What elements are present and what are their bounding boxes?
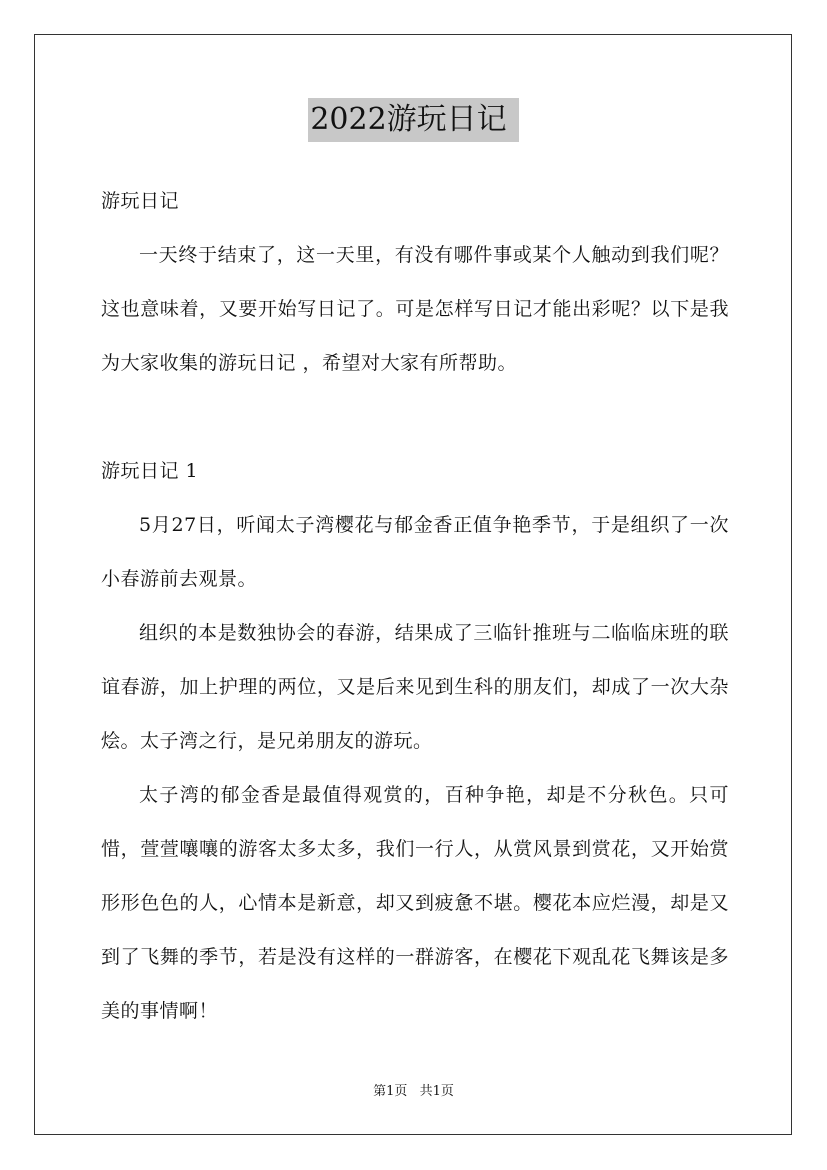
- body-paragraph: 5月27日，听闻太子湾樱花与郁金香正值争艳季节，于是组织了一次小春游前去观景。: [101, 514, 729, 590]
- page-total-label: 共1页: [419, 1084, 454, 1099]
- document-body: [101, 174, 729, 1038]
- body-paragraph: 组织的本是数独协会的春游，结果成了三临针推班与二临临床班的联谊春游，加上护理的两位，又是后来见到生科的朋友们，却成了一次大杂烩。太子湾之行，是兄弟朋友的游玩。: [101, 622, 729, 752]
- body-paragraph: 太子湾的郁金香是最值得观赏的，百种争艳，却是不分秋色。只可惜，萱萱嚷嚷的游客太多太多，我们一行人，从赏风景到赏花，又开始赏形形色色的人，心情本是新意，却又到疲惫不堪。樱花本应烂漫，却是又到了飞舞的季节，若是没有这样的一群游客，在樱花下观乱花飞舞该是多美的事情啊！: [101, 784, 729, 1022]
- title-container: [0, 98, 827, 142]
- page-current-label: 第1页: [373, 1084, 408, 1099]
- page-footer: [0, 1082, 827, 1102]
- paragraph-spacer: [101, 390, 729, 444]
- document-title: 2022游玩日记: [308, 98, 518, 142]
- section-heading: 游玩日记: [101, 190, 180, 212]
- section-heading: 游玩日记 1: [101, 460, 199, 482]
- body-paragraph: 一天终于结束了，这一天里，有没有哪件事或某个人触动到我们呢？这也意味着，又要开始写日记了。可是怎样写日记才能出彩呢？以下是我为大家收集的游玩日记 ，希望对大家有所帮助。: [101, 244, 729, 374]
